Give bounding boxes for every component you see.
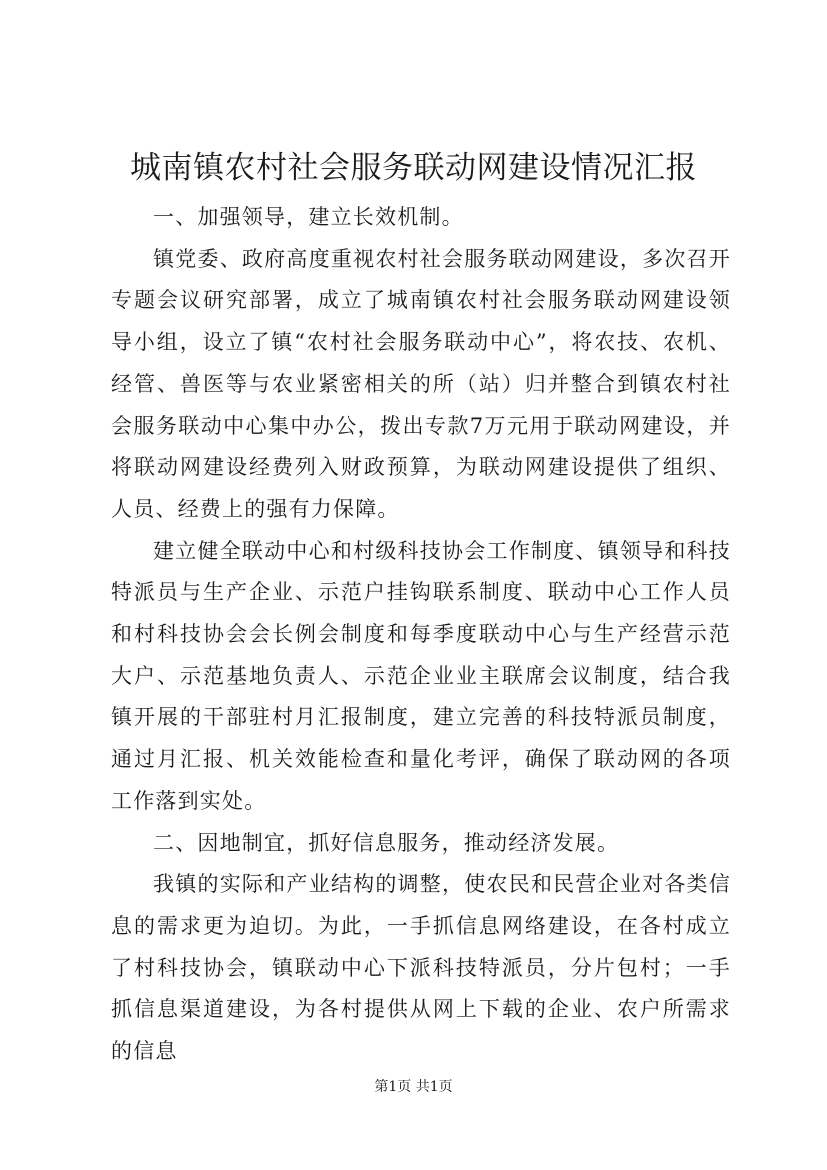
section-heading-1: 一、加强领导，建立长效机制。 [153, 205, 464, 229]
body-paragraph-3: 我镇的实际和产业结构的调整，使农民和民营企业对各类信息的需求更为迫切。为此，一手抓信息网络建设，在各村成立了村科技协会，镇联动中心下派科技特派员，分片包村；一手抓信息渠道建设，为各村提供从网上下载的企业、农户所需求的信息 [111, 872, 731, 1064]
section-heading-2: 二、因地制宜，抓好信息服务，推动经济发展。 [153, 830, 620, 855]
body-paragraph-2: 建立健全联动中心和村级科技协会工作制度、镇领导和科技特派员与生产企业、示范户挂钩联系制度、联动中心工作人员和村科技协会会长例会制度和每季度联动中心与生产经营示范大户、示范基地负责人、示范企业业主联席会议制度，结合我镇开展的干部驻村月汇报制度，建立完善的科技特派员制度，通过月汇报、机关效能检查和量化考评，确保了联动网的各项工作落到实处。 [111, 538, 731, 813]
document-body [111, 197, 731, 1073]
document-title: 城南镇农村社会服务联动网建设情况汇报 [130, 150, 697, 186]
body-paragraph-1: 镇党委、政府高度重视农村社会服务联动网建设，多次召开专题会议研究部署，成立了城南镇农村社会服务联动网建设领导小组，设立了镇“农村社会服务联动中心”，将农技、农机、经管、兽医等与农业紧密相关的所（站）归并整合到镇农村社会服务联动中心集中办公，拨出专款7万元用于联动网建设，并将联动网建设经费列入财政预算，为联动网建设提供了组织、人员、经费上的强有力保障。 [111, 246, 731, 521]
page-footer: 第1页 共1页 [374, 1079, 453, 1095]
